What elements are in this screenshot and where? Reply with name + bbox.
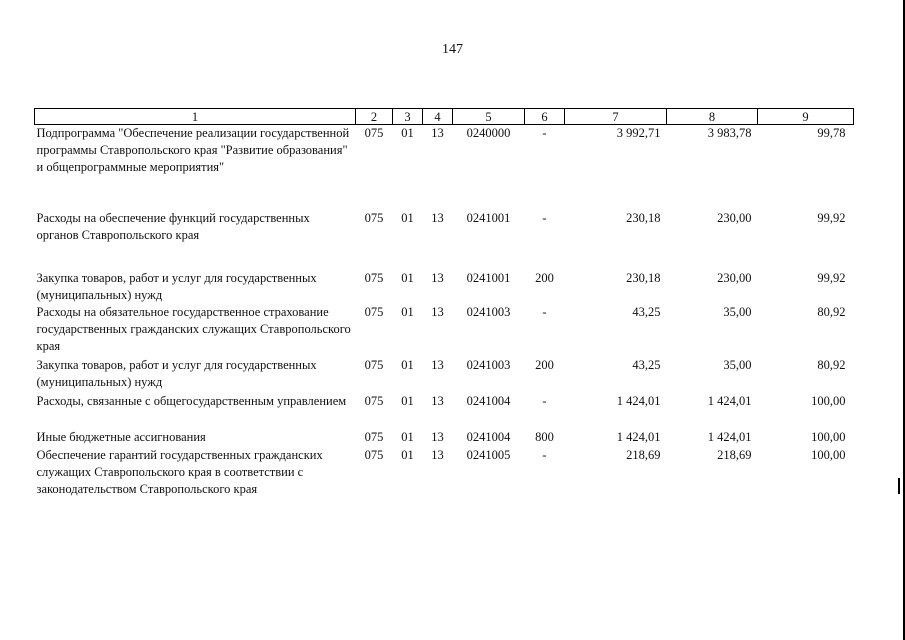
cell-expense-type: 200 bbox=[535, 357, 554, 372]
cell-expense-type: 200 bbox=[535, 270, 554, 285]
cell-target-article: 0241003 bbox=[466, 357, 511, 372]
cell-value-7: 1 424,01 bbox=[616, 429, 661, 444]
cell-value-8: 1 424,01 bbox=[707, 429, 752, 444]
cell-expense-type: - bbox=[542, 304, 547, 319]
column-header-2: 2 bbox=[356, 109, 393, 125]
cell-value-9: 80,92 bbox=[817, 357, 846, 372]
column-header-1: 1 bbox=[35, 109, 356, 125]
cell-value-9: 100,00 bbox=[811, 429, 846, 444]
row-name: Обеспечение гарантий государственных гражданских служащих Ставропольского края в соответствии с законодательством Ставропольского края bbox=[36, 447, 323, 496]
cell-target-article: 0241004 bbox=[466, 393, 511, 408]
cell-subsection: 13 bbox=[431, 447, 444, 462]
cell-value-7: 230,18 bbox=[626, 270, 661, 285]
row-name: Подпрограмма "Обеспечение реализации государственной программы Ставропольского края "Развитие образования" и общепрограммные мероприятия" bbox=[36, 126, 350, 174]
table-row bbox=[35, 393, 854, 429]
cell-subsection: 13 bbox=[431, 393, 444, 408]
cell-department: 075 bbox=[364, 393, 384, 408]
table-row bbox=[35, 125, 854, 210]
cell-department: 075 bbox=[364, 210, 384, 225]
cell-value-7: 43,25 bbox=[632, 357, 661, 372]
row-name: Закупка товаров, работ и услуг для государственных (муниципальных) нужд bbox=[36, 270, 317, 302]
table-row bbox=[35, 447, 854, 517]
cell-target-article: 0241001 bbox=[466, 270, 511, 285]
cell-value-8: 3 983,78 bbox=[707, 126, 752, 140]
cell-expense-type: 800 bbox=[535, 429, 554, 444]
cell-value-8: 35,00 bbox=[723, 304, 752, 319]
cell-target-article: 0241005 bbox=[466, 447, 511, 462]
column-header-3: 3 bbox=[393, 109, 423, 125]
cell-value-8: 218,69 bbox=[717, 447, 752, 462]
cell-department: 075 bbox=[364, 429, 384, 444]
cell-value-8: 35,00 bbox=[723, 357, 752, 372]
cell-expense-type: - bbox=[542, 393, 547, 408]
cell-section: 01 bbox=[401, 126, 414, 140]
cell-subsection: 13 bbox=[431, 270, 444, 285]
cell-department: 075 bbox=[364, 357, 384, 372]
column-header-7: 7 bbox=[565, 109, 667, 125]
cell-value-9: 99,92 bbox=[817, 270, 846, 285]
column-header-6: 6 bbox=[525, 109, 565, 125]
cell-department: 075 bbox=[364, 447, 384, 462]
row-name: Расходы, связанные с общегосударственным управлением bbox=[36, 393, 347, 408]
cell-subsection: 13 bbox=[431, 126, 444, 140]
cell-value-7: 218,69 bbox=[626, 447, 661, 462]
row-name: Расходы на обеспечение функций государственных органов Ставропольского края bbox=[36, 210, 310, 242]
cell-value-8: 230,00 bbox=[717, 210, 752, 225]
cell-value-7: 1 424,01 bbox=[616, 393, 661, 408]
row-name: Закупка товаров, работ и услуг для государственных (муниципальных) нужд bbox=[36, 357, 317, 389]
cell-section: 01 bbox=[401, 429, 414, 444]
cell-target-article: 0240000 bbox=[466, 126, 511, 140]
cell-section: 01 bbox=[401, 304, 414, 319]
cell-subsection: 13 bbox=[431, 304, 444, 319]
cell-value-7: 43,25 bbox=[632, 304, 661, 319]
cell-expense-type: - bbox=[542, 210, 547, 225]
column-header-8: 8 bbox=[667, 109, 758, 125]
cell-target-article: 0241004 bbox=[466, 429, 511, 444]
header-row bbox=[35, 109, 854, 125]
page-number: 147 bbox=[442, 42, 463, 57]
cell-value-9: 100,00 bbox=[811, 447, 846, 462]
cell-target-article: 0241003 bbox=[466, 304, 511, 319]
row-name: Иные бюджетные ассигнования bbox=[36, 429, 206, 444]
table-row bbox=[35, 429, 854, 447]
column-header-9: 9 bbox=[758, 109, 854, 125]
cell-expense-type: - bbox=[542, 126, 547, 140]
cell-value-8: 230,00 bbox=[717, 270, 752, 285]
cell-subsection: 13 bbox=[431, 429, 444, 444]
cell-department: 075 bbox=[364, 126, 384, 140]
scan-edge-mark bbox=[898, 478, 900, 494]
cell-section: 01 bbox=[401, 393, 414, 408]
column-header-5: 5 bbox=[453, 109, 525, 125]
cell-target-article: 0241001 bbox=[466, 210, 511, 225]
cell-section: 01 bbox=[401, 357, 414, 372]
cell-value-7: 230,18 bbox=[626, 210, 661, 225]
cell-section: 01 bbox=[401, 447, 414, 462]
cell-subsection: 13 bbox=[431, 357, 444, 372]
column-header-4: 4 bbox=[423, 109, 453, 125]
budget-table bbox=[34, 108, 854, 517]
table-row bbox=[35, 357, 854, 393]
cell-department: 075 bbox=[364, 304, 384, 319]
table-row bbox=[35, 210, 854, 270]
cell-department: 075 bbox=[364, 270, 384, 285]
cell-value-9: 99,92 bbox=[817, 210, 846, 225]
cell-value-9: 100,00 bbox=[811, 393, 846, 408]
cell-value-8: 1 424,01 bbox=[707, 393, 752, 408]
cell-section: 01 bbox=[401, 210, 414, 225]
table-row bbox=[35, 304, 854, 357]
cell-value-9: 80,92 bbox=[817, 304, 846, 319]
table-row bbox=[35, 270, 854, 304]
cell-subsection: 13 bbox=[431, 210, 444, 225]
cell-value-7: 3 992,71 bbox=[616, 126, 661, 140]
cell-value-9: 99,78 bbox=[817, 126, 846, 140]
row-name: Расходы на обязательное государственное страхование государственных гражданских служащих Ставропольского края bbox=[36, 304, 351, 353]
cell-section: 01 bbox=[401, 270, 414, 285]
cell-expense-type: - bbox=[542, 447, 547, 462]
